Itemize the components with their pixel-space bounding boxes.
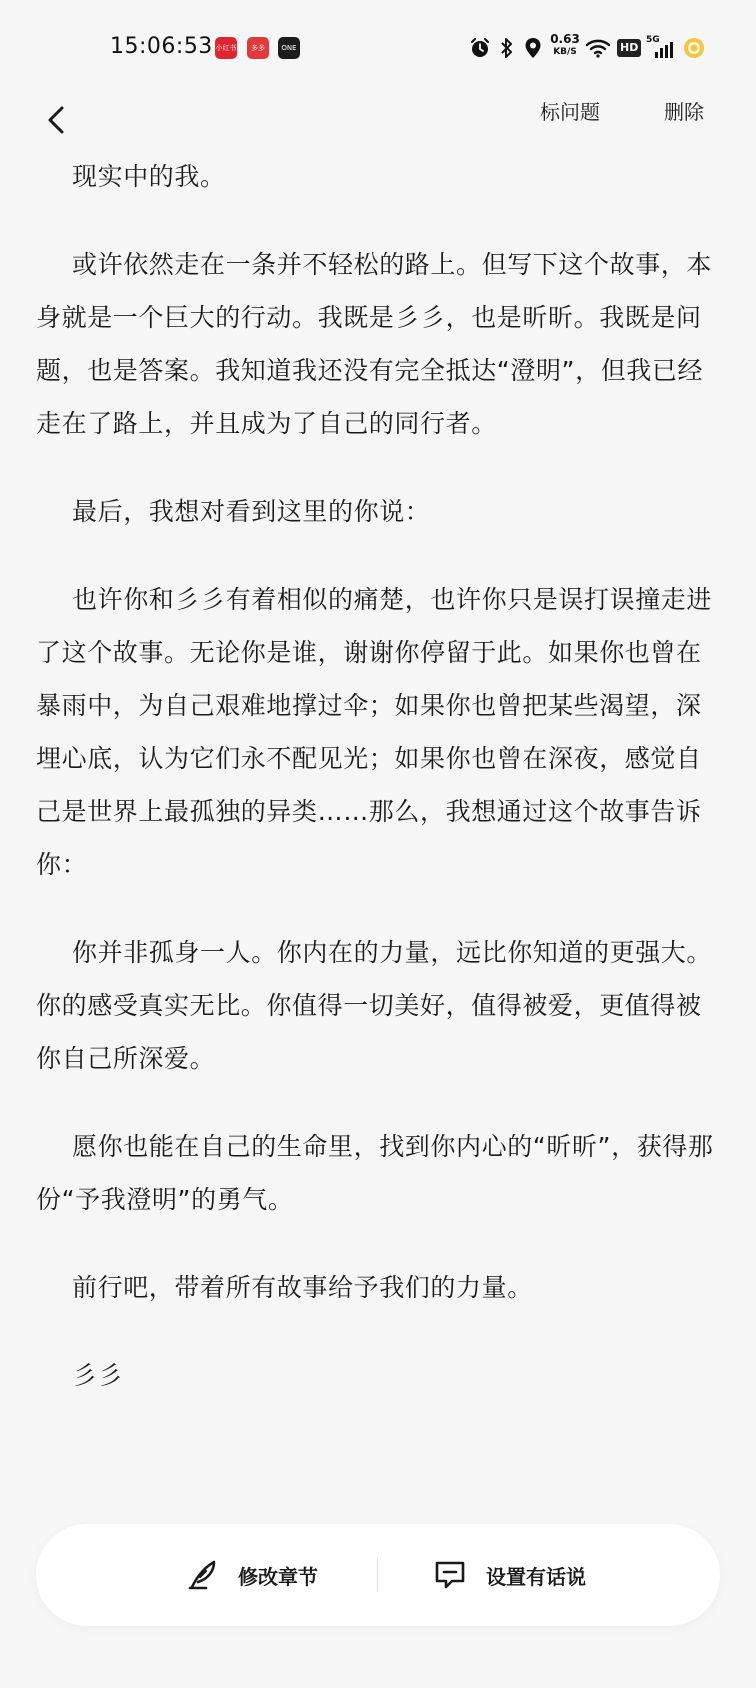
set-note-label: 设置有话说: [486, 1564, 586, 1589]
xiaohongshu-app-icon: 小红书: [215, 37, 237, 59]
dark-app-icon: ONE: [278, 37, 300, 59]
paragraph: 现实中的我。: [72, 162, 226, 191]
signature-paragraph: 彡彡: [72, 1361, 124, 1390]
wifi-icon: [584, 36, 612, 60]
paragraph: 前行吧，带着所有故事给予我们的力量。: [72, 1273, 533, 1302]
net-speed-unit: KB/S: [553, 47, 577, 57]
paragraph: 也许你和彡彡有着相似的痛楚，也许你只是误打误撞走进了这个故事。无论你是谁，谢谢你停留于此。如果你也曾在暴雨中，为自己艰难地撑过伞；如果你也曾把某些渴望，深埋心底，认为它们永不配见光；如果你也曾在深夜，感觉自己是世界上最孤独的异类……那么，我想通过这个故事告诉你：: [36, 585, 713, 879]
back-button[interactable]: [36, 100, 76, 140]
paragraph: 最后，我想对看到这里的你说：: [72, 497, 431, 526]
paragraph: 或许依然走在一条并不轻松的路上。但写下这个故事，本身就是一个巨大的行动。我既是彡彡，也是昕昕。我既是问题，也是答案。我知道我还没有完全抵达“澄明”，但我已经走在了路上，并且成为了自己的同行者。: [36, 250, 713, 438]
message-icon: [432, 1557, 468, 1593]
hd-badge: HD: [617, 39, 641, 57]
status-time: 15:06:53: [110, 34, 213, 59]
bottom-action-bar: [36, 1524, 720, 1626]
net-speed-value: 0.63: [550, 32, 580, 46]
status-bar: [0, 0, 756, 96]
divider: [377, 1558, 378, 1592]
edit-chapter-label: 修改章节: [238, 1564, 318, 1589]
network-type-label: 5G: [646, 35, 660, 45]
mark-question-button[interactable]: 标问题: [540, 100, 600, 124]
alarm-icon: [468, 36, 492, 60]
header: [0, 96, 756, 156]
chevron-left-icon: [46, 105, 66, 135]
paragraph: 你并非孤身一人。你内在的力量，远比你知道的更强大。你的感受真实无比。你值得一切美好，值得被爱，更值得被你自己所深爱。: [36, 938, 713, 1073]
net-speed: [549, 33, 581, 59]
location-icon: [522, 36, 544, 60]
set-note-button[interactable]: [432, 1524, 586, 1626]
quill-pen-icon: [184, 1557, 220, 1593]
edit-chapter-button[interactable]: [184, 1524, 318, 1626]
delete-button[interactable]: 删除: [664, 100, 704, 124]
bluetooth-icon: [497, 36, 517, 60]
red-app-icon: 多多: [247, 37, 269, 59]
signal-icon: [652, 40, 676, 60]
paragraph: 愿你也能在自己的生命里，找到你内心的“昕昕”，获得那份“予我澄明”的勇气。: [36, 1132, 714, 1214]
chapter-content: [36, 150, 720, 1437]
battery-icon: [681, 36, 707, 60]
